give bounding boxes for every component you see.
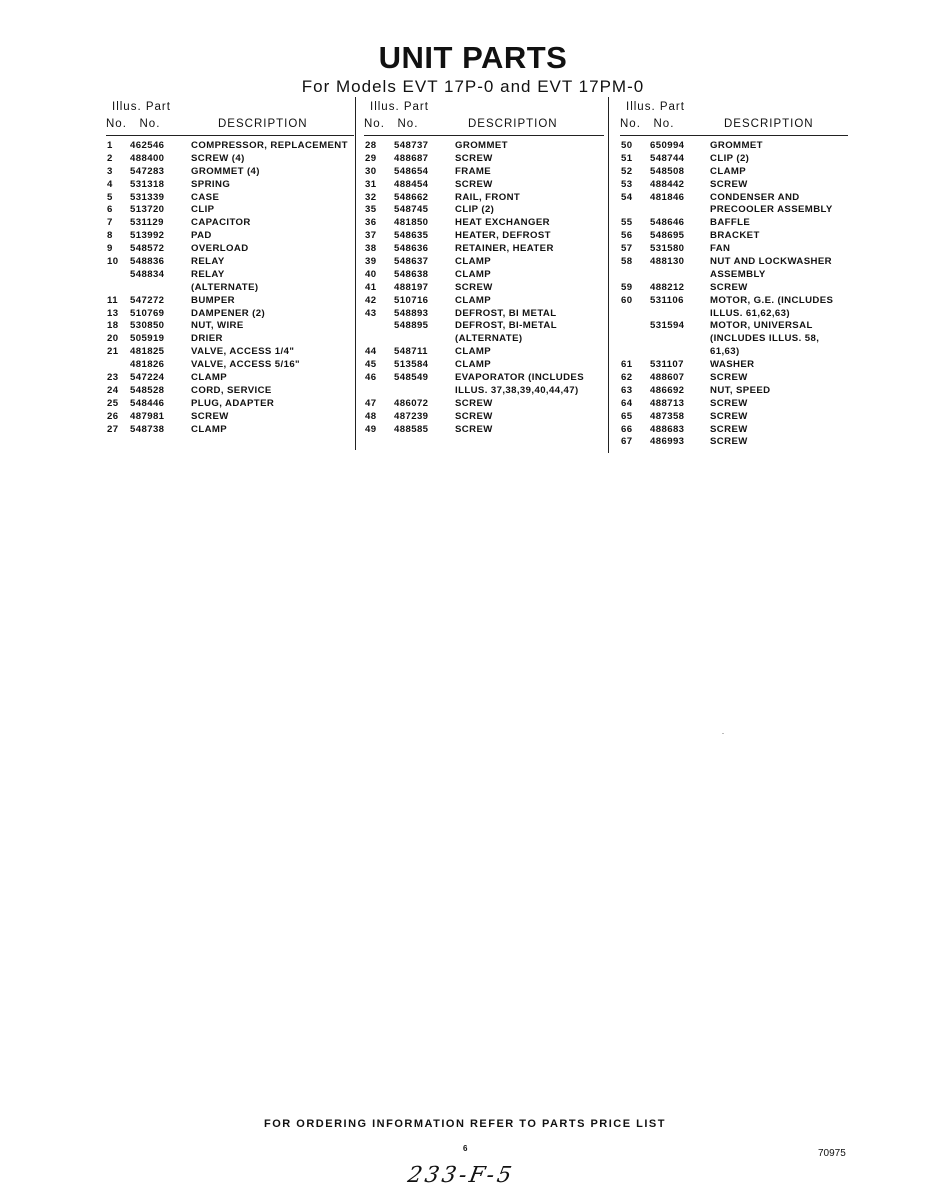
part-description: BRACKET xyxy=(710,230,760,242)
part-row xyxy=(364,346,604,359)
part-row xyxy=(620,192,848,205)
part-number: 548737 xyxy=(394,140,429,151)
part-number: 488687 xyxy=(394,152,429,164)
part-number: 548508 xyxy=(650,165,685,177)
part-description: MOTOR, G.E. (INCLUDES xyxy=(710,294,834,306)
no-part-header: No. No. xyxy=(364,118,419,130)
part-row xyxy=(106,204,354,217)
part-description: RETAINER, HEATER xyxy=(455,243,554,255)
part-number: 488454 xyxy=(394,178,429,190)
part-number: 548528 xyxy=(130,384,165,396)
part-description: VALVE, ACCESS 1/4" xyxy=(191,346,295,358)
part-description: CLAMP xyxy=(455,359,492,371)
part-number: 650994 xyxy=(650,140,685,151)
part-row xyxy=(620,385,848,398)
part-number: 548572 xyxy=(130,243,165,255)
illus-number: 55 xyxy=(621,217,633,229)
illus-number: 47 xyxy=(365,397,377,409)
illus-number: 48 xyxy=(365,410,377,422)
part-row xyxy=(106,217,354,230)
part-description: SCREW xyxy=(710,423,748,435)
part-number: 548635 xyxy=(394,230,429,242)
illus-number: 61 xyxy=(621,359,633,371)
illus-number: 21 xyxy=(107,346,119,358)
part-description: DEFROST, BI METAL xyxy=(455,307,557,319)
illus-number: 59 xyxy=(621,281,633,293)
page-title: UNIT PARTS xyxy=(378,40,568,75)
part-number: 548638 xyxy=(394,268,429,280)
part-number: 548893 xyxy=(394,307,429,319)
illus-number: 40 xyxy=(365,268,377,280)
column-header xyxy=(106,101,354,135)
illus-number: 1 xyxy=(107,140,113,151)
part-description: WASHER xyxy=(710,359,755,371)
part-number: 548636 xyxy=(394,243,429,255)
part-description: CLIP xyxy=(191,204,215,216)
illus-number: 54 xyxy=(621,191,633,203)
part-row xyxy=(620,411,848,424)
illus-number: 7 xyxy=(107,217,113,229)
part-row xyxy=(106,346,354,359)
illus-number: 31 xyxy=(365,178,377,190)
part-number: 488400 xyxy=(130,152,165,164)
part-description: (INCLUDES ILLUS. 58, xyxy=(710,333,820,345)
illus-number: 28 xyxy=(365,140,377,151)
part-row xyxy=(364,153,604,166)
part-row xyxy=(620,140,848,153)
part-number: 486692 xyxy=(650,384,685,396)
part-description: CLAMP xyxy=(455,268,492,280)
part-row xyxy=(620,398,848,411)
illus-number: 23 xyxy=(107,372,119,384)
part-row xyxy=(106,269,354,282)
part-row xyxy=(364,398,604,411)
part-row xyxy=(106,372,354,385)
part-number: 548745 xyxy=(394,204,429,216)
part-description: CONDENSER AND xyxy=(710,191,800,203)
part-description: FRAME xyxy=(455,165,492,177)
part-row xyxy=(106,333,354,346)
parts-column-3 xyxy=(620,101,848,449)
illus-number: 6 xyxy=(107,204,113,216)
speck xyxy=(722,733,724,734)
part-number: 548662 xyxy=(394,191,429,203)
part-row xyxy=(106,230,354,243)
part-row xyxy=(364,372,604,385)
no-part-header: No. No. xyxy=(106,118,161,130)
part-number: 548695 xyxy=(650,230,685,242)
illus-number: 41 xyxy=(365,281,377,293)
illus-part-header: Illus. Part xyxy=(112,101,171,113)
header-rule xyxy=(106,135,354,136)
column-divider xyxy=(608,97,609,453)
part-description: SCREW xyxy=(191,410,229,422)
part-number: 548738 xyxy=(130,423,165,435)
part-row xyxy=(620,230,848,243)
part-number: 487981 xyxy=(130,410,165,422)
part-row xyxy=(620,295,848,308)
part-number: 487239 xyxy=(394,410,429,422)
part-description: CLAMP xyxy=(455,256,492,268)
illus-number: 53 xyxy=(621,178,633,190)
part-number: 548446 xyxy=(130,397,165,409)
part-row xyxy=(620,217,848,230)
illus-number: 5 xyxy=(107,191,113,203)
part-number: 531594 xyxy=(650,320,685,332)
part-description: RELAY xyxy=(191,256,225,268)
part-description: CLAMP xyxy=(191,423,228,435)
part-row xyxy=(620,166,848,179)
part-description: MOTOR, UNIVERSAL xyxy=(710,320,813,332)
part-row xyxy=(364,269,604,282)
part-row xyxy=(364,204,604,217)
part-row xyxy=(106,166,354,179)
part-description: CLAMP xyxy=(191,372,228,384)
part-description: NUT, SPEED xyxy=(710,384,771,396)
part-description: CLIP (2) xyxy=(710,152,750,164)
part-number: 481825 xyxy=(130,346,165,358)
part-description: PRECOOLER ASSEMBLY xyxy=(710,204,833,216)
illus-part-header: Illus. Part xyxy=(626,101,685,113)
part-number: 488607 xyxy=(650,372,685,384)
part-description: SCREW xyxy=(710,436,748,448)
illus-number: 18 xyxy=(107,320,119,332)
illus-number: 13 xyxy=(107,307,119,319)
illus-number: 8 xyxy=(107,230,113,242)
illus-number: 45 xyxy=(365,359,377,371)
part-row xyxy=(106,411,354,424)
part-row xyxy=(106,256,354,269)
illus-number: 3 xyxy=(107,165,113,177)
part-row xyxy=(364,411,604,424)
part-number: 488197 xyxy=(394,281,429,293)
part-description: SCREW xyxy=(455,423,493,435)
part-number: 462546 xyxy=(130,140,165,151)
part-description: SCREW xyxy=(455,281,493,293)
part-row xyxy=(364,140,604,153)
document-code: 70975 xyxy=(818,1148,846,1159)
part-description: ILLUS. 61,62,63) xyxy=(710,307,790,319)
description-header: DESCRIPTION xyxy=(724,118,814,130)
parts-rows xyxy=(620,140,848,449)
part-row xyxy=(106,140,354,153)
part-row xyxy=(364,359,604,372)
part-description: SCREW xyxy=(455,178,493,190)
part-row xyxy=(364,230,604,243)
part-row xyxy=(364,333,604,346)
part-description: SCREW xyxy=(455,152,493,164)
illus-part-header: Illus. Part xyxy=(370,101,429,113)
page-number: 6 xyxy=(463,1144,468,1153)
illus-number: 20 xyxy=(107,333,119,345)
part-number: 481826 xyxy=(130,359,165,371)
part-row xyxy=(364,179,604,192)
part-number: 531106 xyxy=(650,294,684,306)
ordering-info-footer: FOR ORDERING INFORMATION REFER TO PARTS PRICE LIST xyxy=(264,1118,666,1130)
part-row xyxy=(364,256,604,269)
illus-number: 37 xyxy=(365,230,377,242)
illus-number: 27 xyxy=(107,423,119,435)
illus-number: 64 xyxy=(621,397,633,409)
part-description: SCREW xyxy=(710,281,748,293)
part-row xyxy=(106,243,354,256)
part-number: 488683 xyxy=(650,423,685,435)
part-description: DEFROST, BI-METAL xyxy=(455,320,558,332)
part-row xyxy=(364,166,604,179)
part-row xyxy=(620,282,848,295)
part-row xyxy=(364,385,604,398)
part-number: 488442 xyxy=(650,178,685,190)
part-row xyxy=(106,308,354,321)
part-row xyxy=(364,295,604,308)
part-description: HEAT EXCHANGER xyxy=(455,217,550,229)
illus-number: 57 xyxy=(621,243,633,255)
illus-number: 56 xyxy=(621,230,633,242)
part-number: 510716 xyxy=(394,294,429,306)
part-number: 547224 xyxy=(130,372,165,384)
illus-number: 38 xyxy=(365,243,377,255)
part-row xyxy=(620,204,848,217)
part-description: GROMMET (4) xyxy=(191,165,260,177)
part-number: 547283 xyxy=(130,165,165,177)
part-description: VALVE, ACCESS 5/16" xyxy=(191,359,301,371)
part-row xyxy=(106,282,354,295)
part-description: CLAMP xyxy=(710,165,747,177)
part-description: CAPACITOR xyxy=(191,217,251,229)
part-description: (ALTERNATE) xyxy=(191,281,259,293)
part-description: CLIP (2) xyxy=(455,204,495,216)
part-number: 488713 xyxy=(650,397,685,409)
part-row xyxy=(106,320,354,333)
part-row xyxy=(364,243,604,256)
part-number: 488585 xyxy=(394,423,429,435)
part-row xyxy=(106,192,354,205)
part-description: SCREW xyxy=(710,410,748,422)
part-number: 530850 xyxy=(130,320,165,332)
part-number: 548711 xyxy=(394,346,428,358)
illus-number: 36 xyxy=(365,217,377,229)
part-description: NUT AND LOCKWASHER xyxy=(710,256,832,268)
part-row xyxy=(364,217,604,230)
part-number: 513584 xyxy=(394,359,429,371)
parts-column-1 xyxy=(106,101,354,436)
part-description: DAMPENER (2) xyxy=(191,307,266,319)
illus-number: 44 xyxy=(365,346,377,358)
illus-number: 63 xyxy=(621,384,633,396)
illus-number: 4 xyxy=(107,178,113,190)
part-number: 548895 xyxy=(394,320,429,332)
part-description: ILLUS. 37,38,39,40,44,47) xyxy=(455,384,579,396)
part-number: 481850 xyxy=(394,217,429,229)
part-row xyxy=(620,243,848,256)
parts-rows xyxy=(106,140,354,436)
part-description: GROMMET xyxy=(455,140,508,151)
part-description: CLAMP xyxy=(455,346,492,358)
part-number: 548834 xyxy=(130,268,165,280)
part-row xyxy=(364,424,604,437)
part-number: 505919 xyxy=(130,333,165,345)
part-row xyxy=(620,308,848,321)
part-description: COMPRESSOR, REPLACEMENT xyxy=(191,140,348,151)
part-row xyxy=(620,424,848,437)
illus-number: 65 xyxy=(621,410,633,422)
part-number: 531107 xyxy=(650,359,684,371)
part-row xyxy=(364,282,604,295)
header-rule xyxy=(364,135,604,136)
header-rule xyxy=(620,135,848,136)
column-header xyxy=(620,101,848,135)
part-row xyxy=(106,153,354,166)
part-row xyxy=(620,179,848,192)
part-description: 61,63) xyxy=(710,346,740,358)
part-number: 548646 xyxy=(650,217,685,229)
part-description: NUT, WIRE xyxy=(191,320,244,332)
page-subtitle: For Models EVT 17P-0 and EVT 17PM-0 xyxy=(301,77,645,96)
part-description: DRIER xyxy=(191,333,223,345)
part-row xyxy=(106,295,354,308)
illus-number: 24 xyxy=(107,384,119,396)
part-description: SCREW xyxy=(455,397,493,409)
no-part-header: No. No. xyxy=(620,118,675,130)
part-description: SPRING xyxy=(191,178,231,190)
part-number: 531318 xyxy=(130,178,165,190)
illus-number: 32 xyxy=(365,191,377,203)
part-description: RAIL, FRONT xyxy=(455,191,521,203)
part-description: HEATER, DEFROST xyxy=(455,230,551,242)
part-number: 548637 xyxy=(394,256,429,268)
part-description: SCREW xyxy=(710,397,748,409)
illus-number: 42 xyxy=(365,294,377,306)
parts-rows xyxy=(364,140,604,436)
illus-number: 51 xyxy=(621,152,633,164)
part-description: SCREW xyxy=(710,178,748,190)
part-number: 513992 xyxy=(130,230,165,242)
part-row xyxy=(364,308,604,321)
column-divider xyxy=(355,97,356,450)
part-description: CLAMP xyxy=(455,294,492,306)
part-description: (ALTERNATE) xyxy=(455,333,523,345)
part-description: PLUG, ADAPTER xyxy=(191,397,275,409)
illus-number: 60 xyxy=(621,294,633,306)
description-header: DESCRIPTION xyxy=(468,118,558,130)
part-row xyxy=(106,398,354,411)
part-number: 487358 xyxy=(650,410,685,422)
part-row xyxy=(620,333,848,346)
part-description: CORD, SERVICE xyxy=(191,384,272,396)
part-number: 548549 xyxy=(394,372,429,384)
part-description: GROMMET xyxy=(710,140,763,151)
part-row xyxy=(620,436,848,449)
part-number: 481846 xyxy=(650,191,685,203)
description-header: DESCRIPTION xyxy=(218,118,308,130)
part-description: OVERLOAD xyxy=(191,243,249,255)
part-row xyxy=(106,385,354,398)
part-number: 486993 xyxy=(650,436,685,448)
part-row xyxy=(106,424,354,437)
illus-number: 50 xyxy=(621,140,633,151)
part-number: 547272 xyxy=(130,294,165,306)
part-number: 548836 xyxy=(130,256,165,268)
part-row xyxy=(620,153,848,166)
illus-number: 11 xyxy=(107,294,118,306)
part-number: 486072 xyxy=(394,397,429,409)
illus-number: 10 xyxy=(107,256,119,268)
illus-number: 35 xyxy=(365,204,377,216)
parts-column-2 xyxy=(364,101,604,436)
part-description: SCREW (4) xyxy=(191,152,245,164)
illus-number: 29 xyxy=(365,152,377,164)
part-number: 531129 xyxy=(130,217,164,229)
part-number: 510769 xyxy=(130,307,165,319)
illus-number: 66 xyxy=(621,423,633,435)
illus-number: 26 xyxy=(107,410,119,422)
part-number: 513720 xyxy=(130,204,165,216)
part-description: RELAY xyxy=(191,268,225,280)
part-number: 488130 xyxy=(650,256,685,268)
part-row xyxy=(106,359,354,372)
part-number: 548744 xyxy=(650,152,685,164)
part-row xyxy=(620,269,848,282)
column-header xyxy=(364,101,604,135)
illus-number: 58 xyxy=(621,256,633,268)
part-row xyxy=(620,320,848,333)
part-number: 488212 xyxy=(650,281,685,293)
part-number: 531339 xyxy=(130,191,165,203)
illus-number: 39 xyxy=(365,256,377,268)
illus-number: 2 xyxy=(107,152,113,164)
part-row xyxy=(620,359,848,372)
part-description: CASE xyxy=(191,191,220,203)
illus-number: 49 xyxy=(365,423,377,435)
part-row xyxy=(620,346,848,359)
part-row xyxy=(364,192,604,205)
part-description: BUMPER xyxy=(191,294,235,306)
part-row xyxy=(364,320,604,333)
part-number: 548654 xyxy=(394,165,429,177)
part-description: BAFFLE xyxy=(710,217,751,229)
illus-number: 46 xyxy=(365,372,377,384)
part-description: SCREW xyxy=(710,372,748,384)
part-row xyxy=(620,372,848,385)
part-description: FAN xyxy=(710,243,731,255)
illus-number: 9 xyxy=(107,243,113,255)
illus-number: 43 xyxy=(365,307,377,319)
part-description: SCREW xyxy=(455,410,493,422)
part-row xyxy=(620,256,848,269)
part-number: 531580 xyxy=(650,243,685,255)
part-description: ASSEMBLY xyxy=(710,268,766,280)
illus-number: 30 xyxy=(365,165,377,177)
illus-number: 52 xyxy=(621,165,633,177)
part-row xyxy=(106,179,354,192)
part-description: EVAPORATOR (INCLUDES xyxy=(455,372,584,384)
illus-number: 25 xyxy=(107,397,119,409)
part-description: PAD xyxy=(191,230,212,242)
illus-number: 62 xyxy=(621,372,633,384)
handwritten-note: 233-F-5 xyxy=(405,1163,517,1188)
illus-number: 67 xyxy=(621,436,633,448)
